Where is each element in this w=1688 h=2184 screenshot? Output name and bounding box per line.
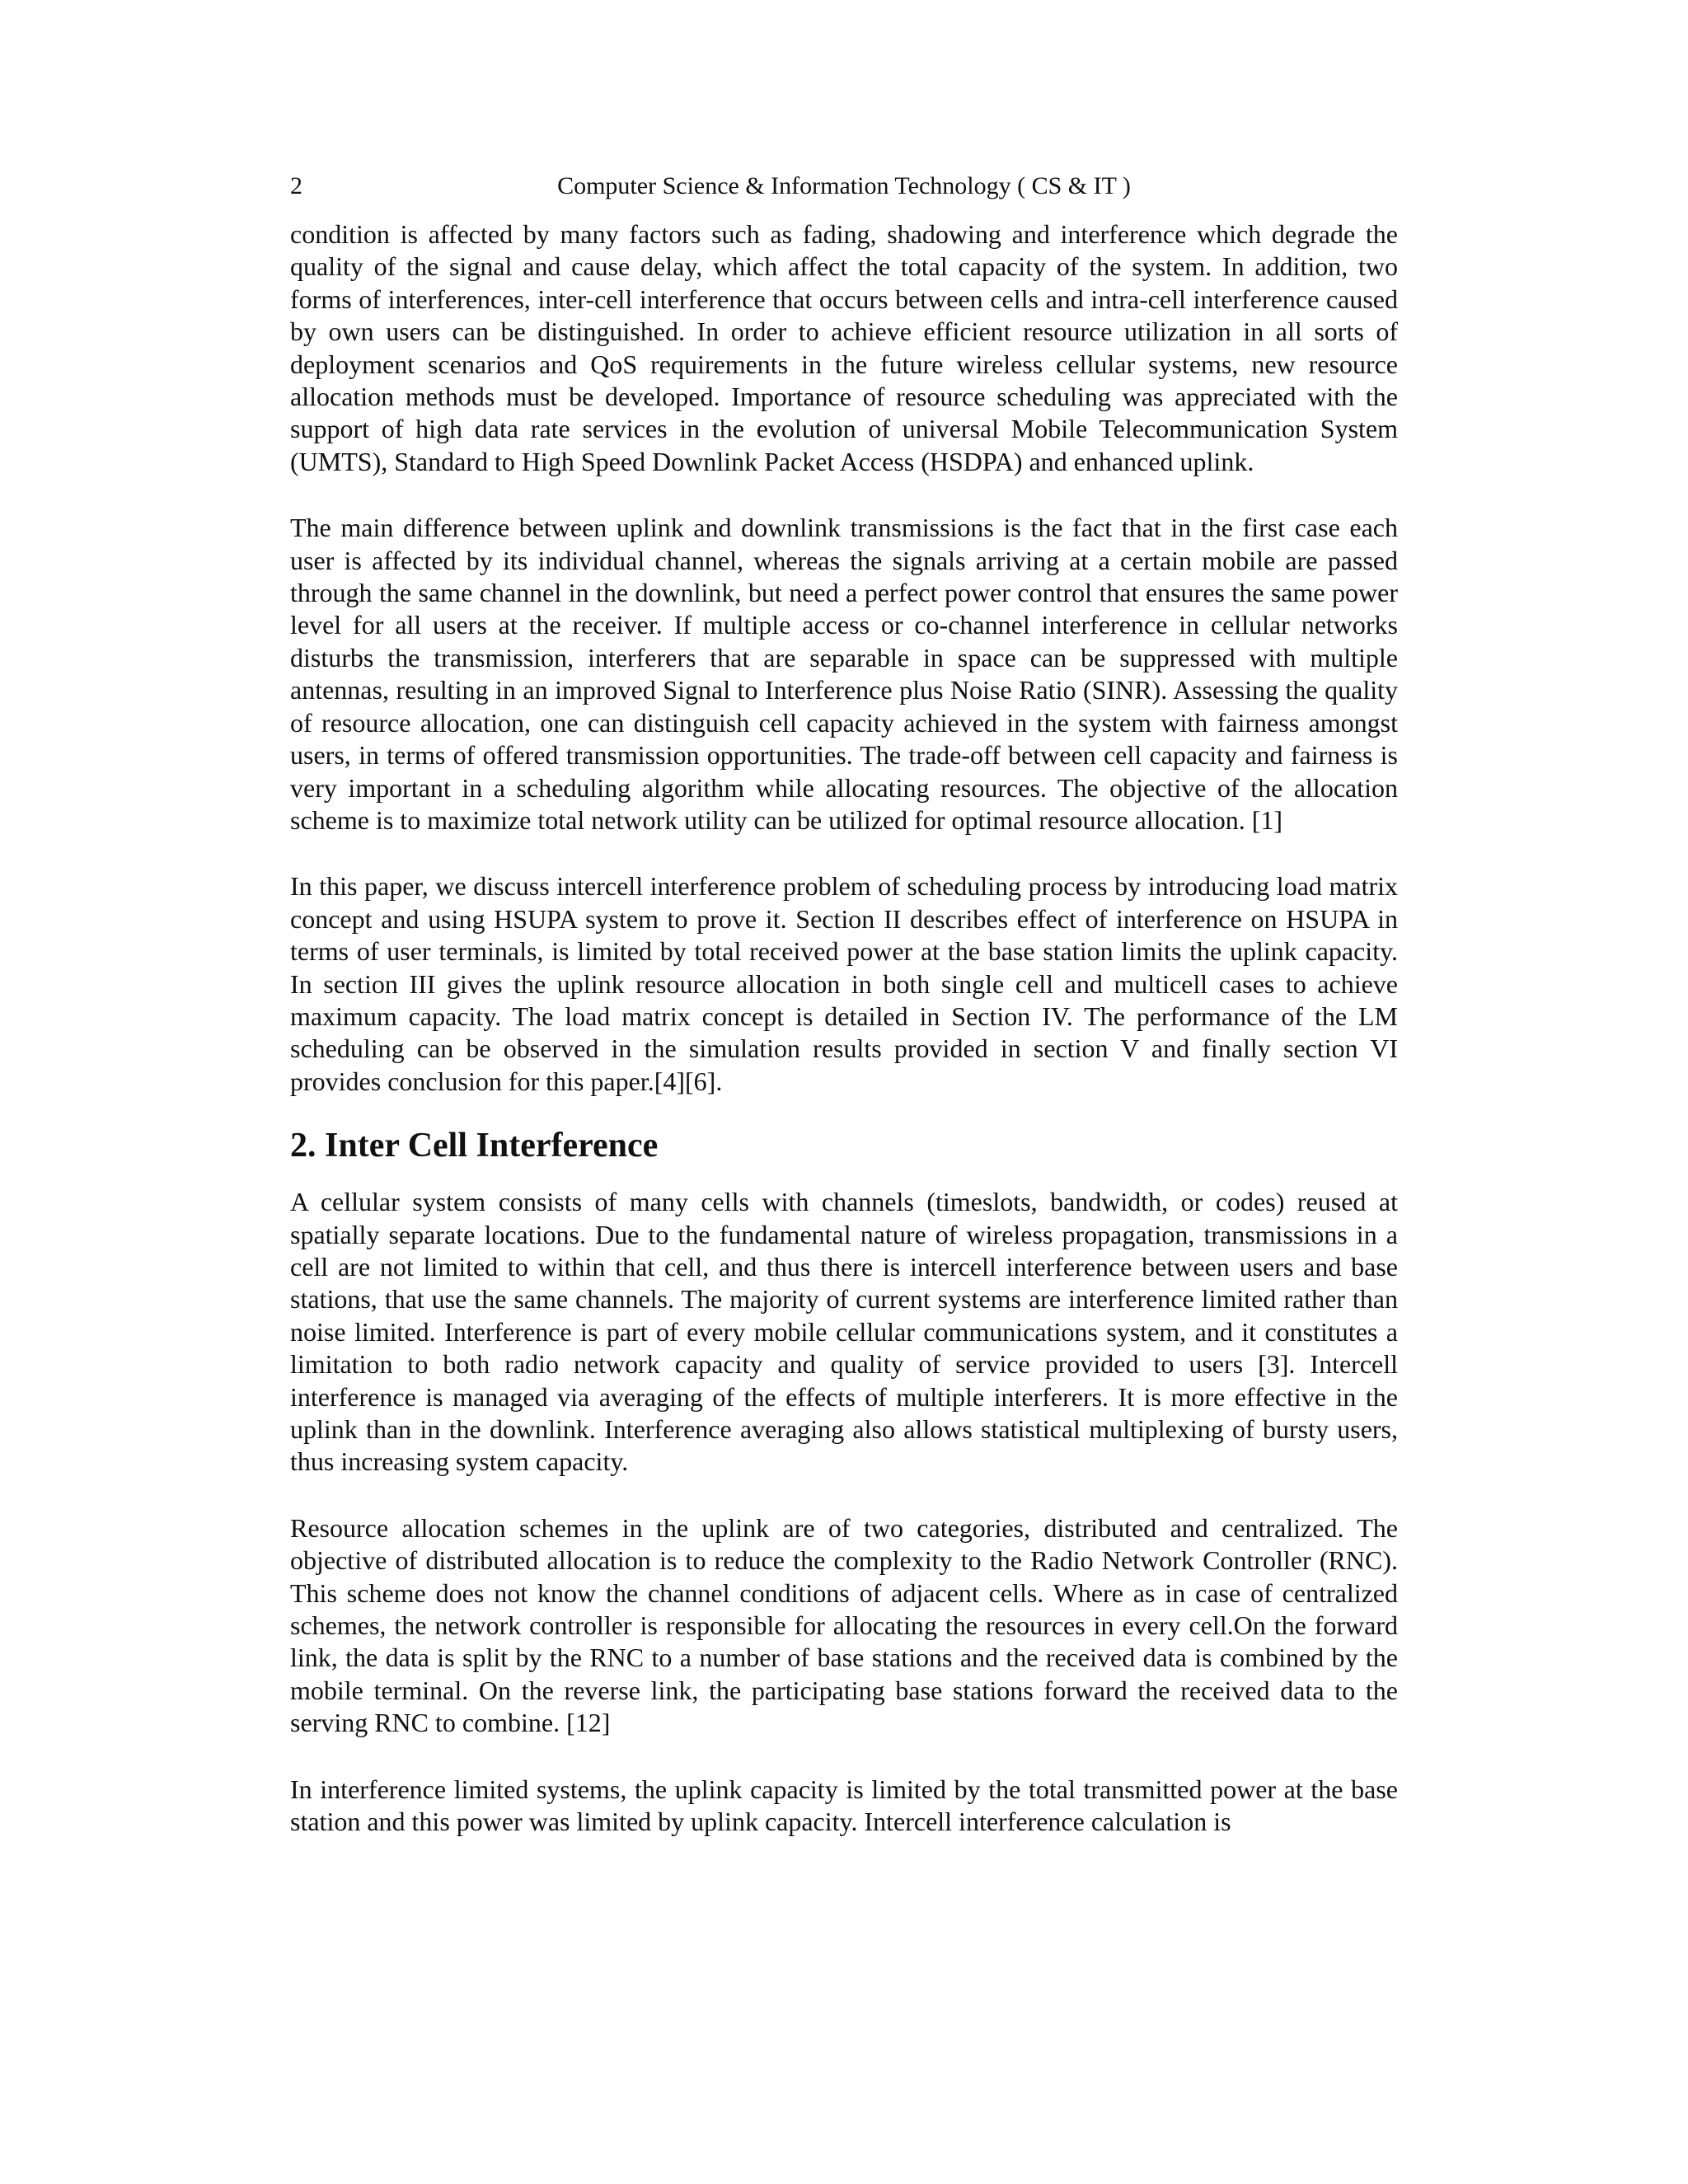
body-paragraph: The main difference between uplink and downlink transmissions is the fact that in the first case each user is affected by its individual channel, whereas the signals arriving at a certain mobile are passed through the same channel in the downlink, but need a perfect power control that ensures the same power level for all users at the receiver. If multiple access or co-channel interference in cellular networks disturbs the transmission, interferers that are separable in space can be suppressed with multiple antennas, resulting in an improved Signal to Interference plus Noise Ratio (SINR). Assessing the quality of resource allocation, one can distinguish cell capacity achieved in the system with fairness amongst users, in terms of offered transmission opportunities. The trade-off between cell capacity and fairness is very important in a scheduling algorithm while allocating resources. The objective of the allocation scheme is to maximize total network utility can be utilized for optimal resource allocation. [1] [290,513,1398,835]
body-paragraph: In this paper, we discuss intercell interference problem of scheduling process by introducing load matrix concept and using HSUPA system to prove it. Section II describes effect of interference on HSUPA in terms of user terminals, is limited by total received power at the base station limits the uplink capacity. In section III gives the uplink resource allocation in both single cell and multicell cases to achieve maximum capacity. The load matrix concept is detailed in Section IV. The performance of the LM scheduling can be observed in the simulation results provided in section V and finally section VI provides conclusion for this paper.[4][6]. [290,871,1398,1096]
section-paragraph: A cellular system consists of many cells with channels (timeslots, bandwidth, or codes) reused at spatially separate locations. Due to the fundamental nature of wireless propagation, transmissions in a cell are not limited to within that cell, and thus there is intercell interference between users and base stations, that use the same channels. The majority of current systems are interference limited rather than noise limited. Interference is part of every mobile cellular communications system, and it constitutes a limitation to both radio network capacity and quality of service provided to users [3]. Intercell interference is managed via averaging of the effects of multiple interferers. It is more effective in the uplink than in the downlink. Interference averaging also allows statistical multiplexing of bursty users, thus increasing system capacity. [290,1187,1398,1477]
body-paragraph: condition is affected by many factors such as fading, shadowing and interference which degrade the quality of the signal and cause delay, which affect the total capacity of the system. In addition, two forms of interferences, inter-cell interference that occurs between cells and intra-cell interference caused by own users can be distinguished. In order to achieve efficient resource utilization in all sorts of deployment scenarios and QoS requirements in the future wireless cellular systems, new resource allocation methods must be developed. Importance of resource scheduling was appreciated with the support of high data rate services in the evolution of universal Mobile Telecommunication System (UMTS), Standard to High Speed Downlink Packet Access (HSDPA) and enhanced uplink. [290,219,1398,476]
page-header [290,170,1398,203]
section-paragraph: In interference limited systems, the uplink capacity is limited by the total transmitted power at the base station and this power was limited by uplink capacity. Intercell interference calculation is [290,1774,1398,1837]
section-heading: 2. Inter Cell Interference [290,1127,659,1165]
section-paragraph: Resource allocation schemes in the uplink are of two categories, distributed and centralized. The objective of distributed allocation is to reduce the complexity to the Radio Network Controller (RNC). This scheme does not know the channel conditions of adjacent cells. Where as in case of centralized schemes, the network controller is responsible for allocating the resources in every cell.On the forward link, the data is split by the RNC to a number of base stations and the received data is combined by the mobile terminal. On the reverse link, the participating base stations forward the received data to the serving RNC to combine. [12] [290,1512,1398,1738]
page-body [290,218,1398,1838]
page-number: 2 [290,172,302,199]
running-title: Computer Science & Information Technology ( CS & IT ) [557,172,1131,199]
